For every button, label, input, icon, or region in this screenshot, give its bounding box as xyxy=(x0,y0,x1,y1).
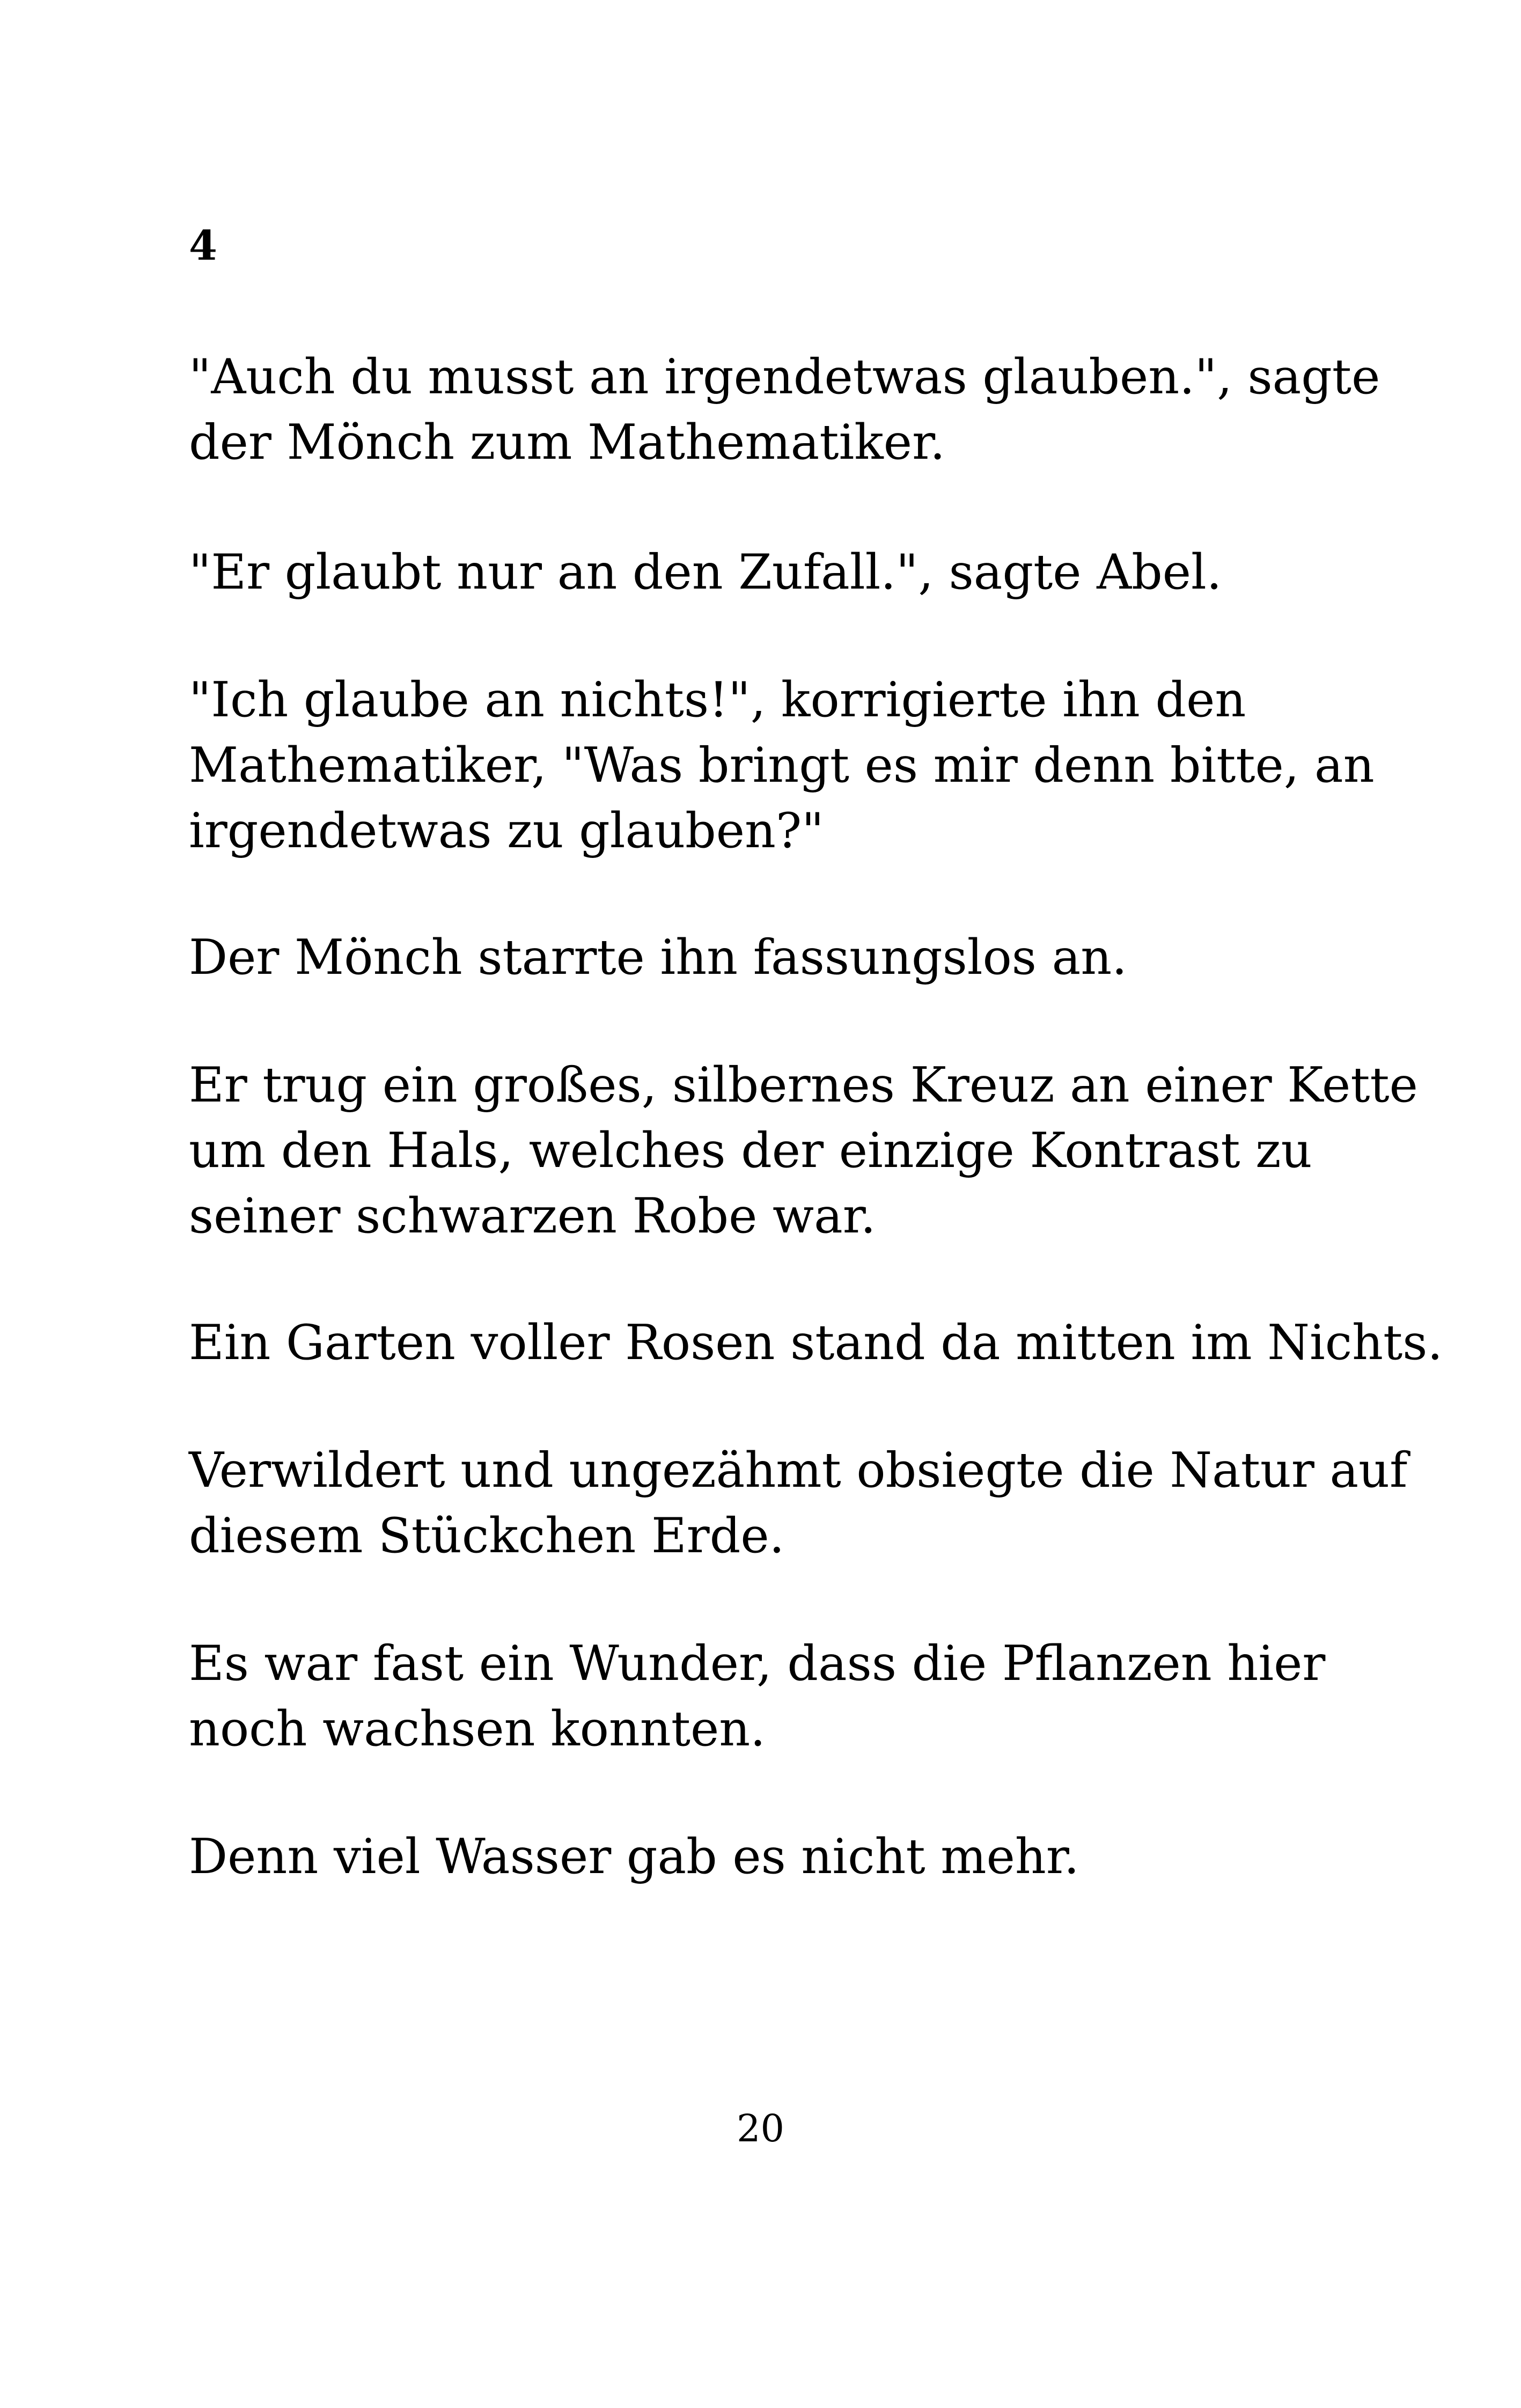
paragraph-line: Der Mönch starrte ihn fassungslos an. xyxy=(189,929,1127,986)
paragraph-line: diesem Stückchen Erde. xyxy=(189,1508,785,1564)
paragraph-line: irgendetwas zu glauben?" xyxy=(189,803,824,859)
paragraph-line: Mathematiker, "Was bringt es mir denn bitte, an xyxy=(189,737,1375,794)
paragraph-line: "Er glaubt nur an den Zufall.", sagte Abel. xyxy=(189,544,1222,600)
page-number: 20 xyxy=(736,2106,785,2150)
paragraph-line: Es war fast ein Wunder, dass die Pflanzen hier xyxy=(189,1635,1326,1692)
paragraph-line: Ein Garten voller Rosen stand da mitten im Nichts. xyxy=(189,1315,1443,1371)
paragraph-2 xyxy=(189,540,1369,605)
paragraph-line: "Ich glaube an nichts!", korrigierte ihn den xyxy=(189,672,1246,728)
chapter-number: 4 xyxy=(189,222,217,269)
paragraph-4 xyxy=(189,925,1369,990)
paragraph-line: der Mönch zum Mathematiker. xyxy=(189,414,945,471)
paragraph-line: seiner schwarzen Robe war. xyxy=(189,1188,876,1244)
paragraph-line: noch wachsen konnten. xyxy=(189,1701,766,1757)
paragraph-7 xyxy=(189,1438,1408,1569)
paragraph-line: um den Hals, welches der einzige Kontrast zu xyxy=(189,1122,1312,1179)
paragraph-6 xyxy=(189,1310,1443,1376)
paragraph-line: Denn viel Wasser gab es nicht mehr. xyxy=(189,1829,1079,1885)
paragraph-line: Verwildert und ungezähmt obsiegte die Natur auf xyxy=(189,1442,1408,1499)
paragraph-line: Er trug ein großes, silbernes Kreuz an einer Kette xyxy=(189,1057,1418,1113)
paragraph-line: "Auch du musst an irgendetwas glauben.", sagte xyxy=(189,349,1380,405)
paragraph-8 xyxy=(189,1631,1369,1762)
paragraph-3 xyxy=(189,667,1375,864)
paragraph-5 xyxy=(189,1053,1418,1249)
paragraph-1 xyxy=(189,344,1380,475)
paragraph-9 xyxy=(189,1824,1369,1890)
